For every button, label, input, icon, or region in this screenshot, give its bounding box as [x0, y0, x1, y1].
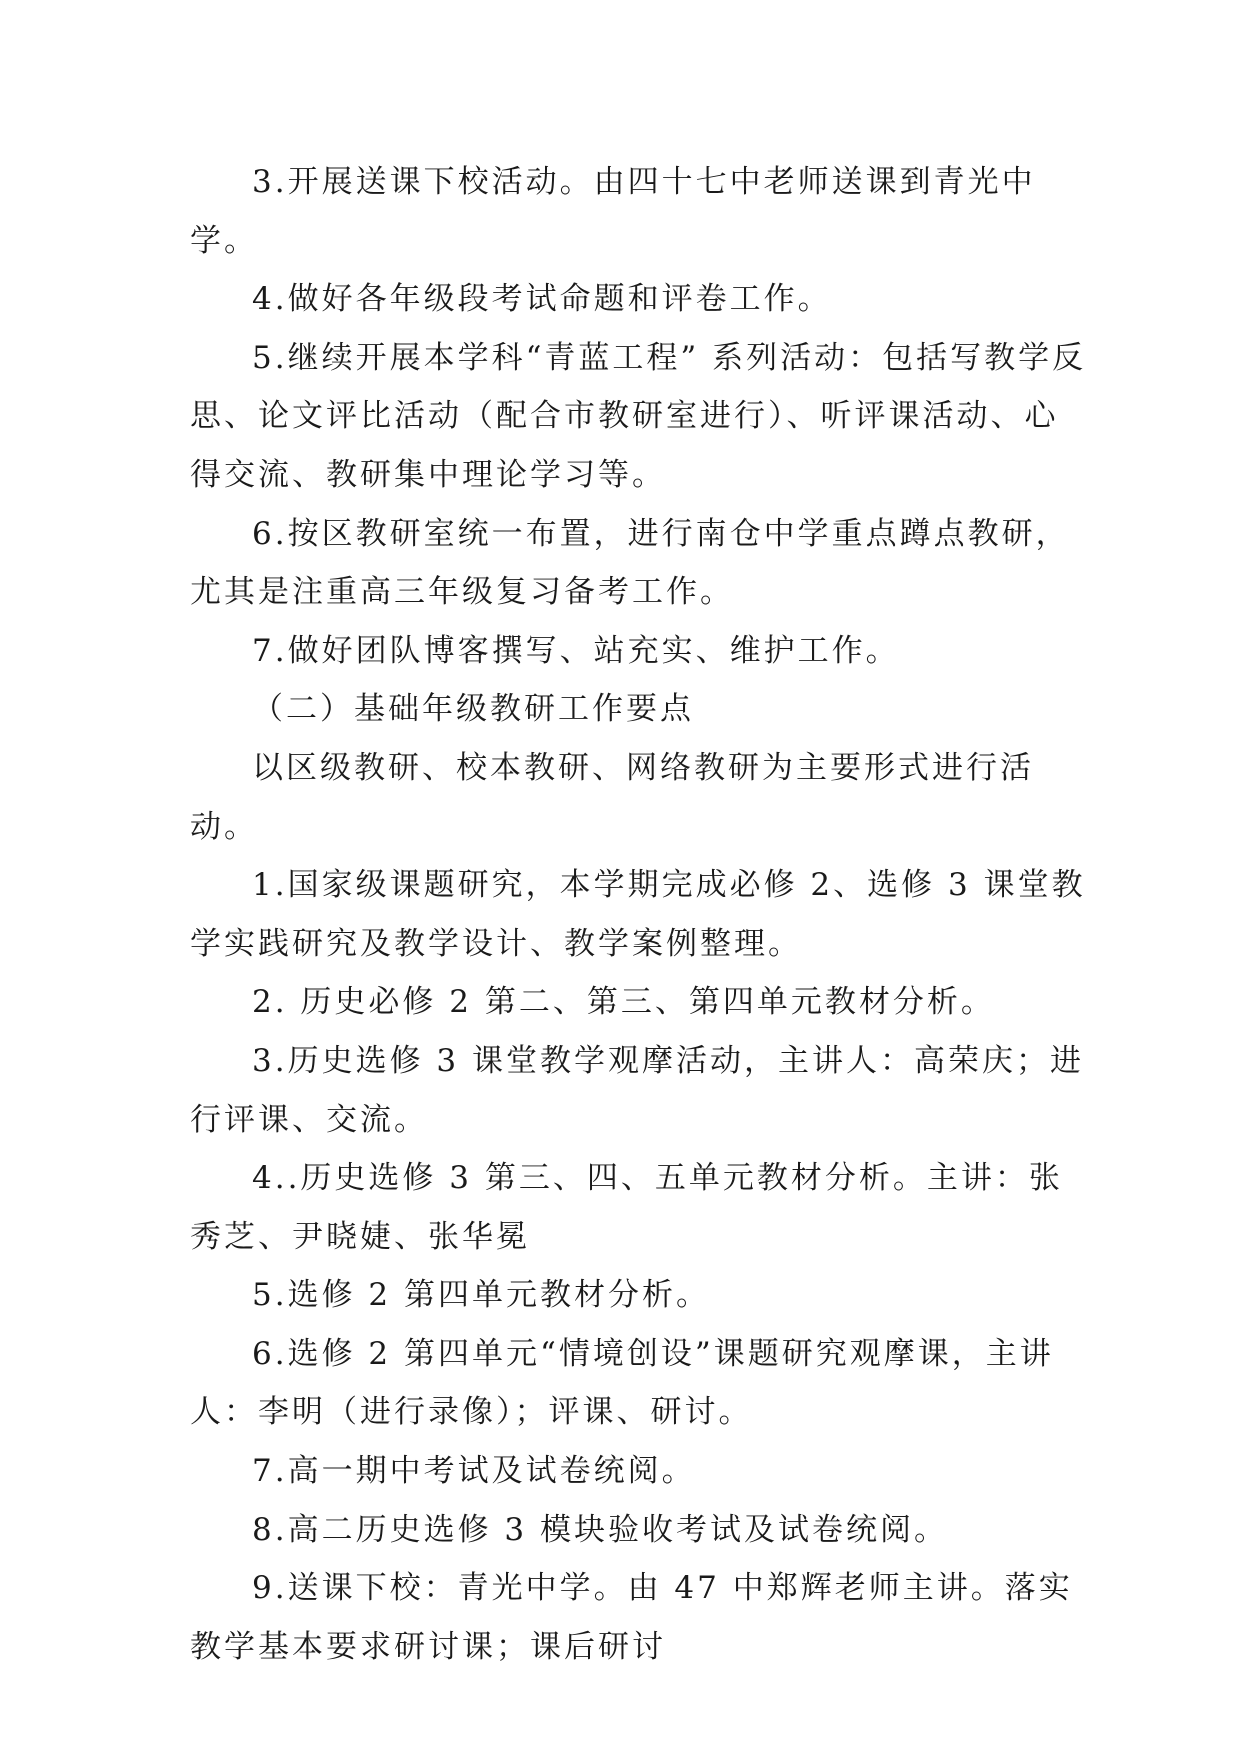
paragraph-item-7-midterm: 7.高一期中考试及试卷统阅。 — [252, 1453, 696, 1490]
section-heading: （二）基础年级教研工作要点 — [252, 691, 694, 728]
paragraph-item-2-analysis: 2. 历史必修 2 第二、第三、第四单元教材分析。 — [252, 984, 995, 1021]
paragraph-item-8-module-exam: 8.高二历史选修 3 模块验收考试及试卷统阅。 — [252, 1511, 949, 1548]
paragraph-item-4-units: 4..历史选修 3 第三、四、五单元教材分析。主讲：张秀芝、尹晓婕、张华冕 — [190, 1160, 1063, 1255]
document-body — [190, 153, 1090, 1676]
paragraph-item-6-nancang: 6.按区教研室统一布置，进行南仓中学重点蹲点教研，尤其是注重高三年级复习备考工作。 — [190, 515, 1070, 611]
paragraph-item-4-exams: 4.做好各年级段考试命题和评卷工作。 — [252, 281, 832, 318]
paragraph-item-1-research: 1.国家级课题研究，本学期完成必修 2、选修 3 课堂教学实践研究及教学设计、教学案例整理。 — [190, 867, 1086, 962]
paragraph-item-3-outreach: 3.开展送课下校活动。由四十七中老师送课到青光中学。 — [190, 164, 1036, 259]
paragraph-item-9-school-visit: 9.送课下校：青光中学。由 47 中郑辉老师主讲。落实教学基本要求研讨课；课后研讨 — [190, 1570, 1073, 1665]
paragraph-item-7-blog: 7.做好团队博客撰写、站充实、维护工作。 — [252, 632, 900, 669]
paragraph-item-6-scenario: 6.选修 2 第四单元“情境创设”课题研究观摩课，主讲人：李明（进行录像）；评课、研讨。 — [190, 1335, 1054, 1431]
section-intro: 以区级教研、校本教研、网络教研为主要形式进行活动。 — [190, 749, 1034, 845]
paragraph-item-5-elective: 5.选修 2 第四单元教材分析。 — [252, 1277, 711, 1314]
paragraph-item-5-qinglan: 5.继续开展本学科“青蓝工程” 系列活动：包括写教学反思、论文评比活动（配合市教研室进行）、听评课活动、心得交流、教研集中理论学习等。 — [190, 339, 1087, 493]
paragraph-item-3-observation: 3.历史选修 3 课堂教学观摩活动，主讲人：高荣庆；进行评课、交流。 — [190, 1042, 1085, 1138]
